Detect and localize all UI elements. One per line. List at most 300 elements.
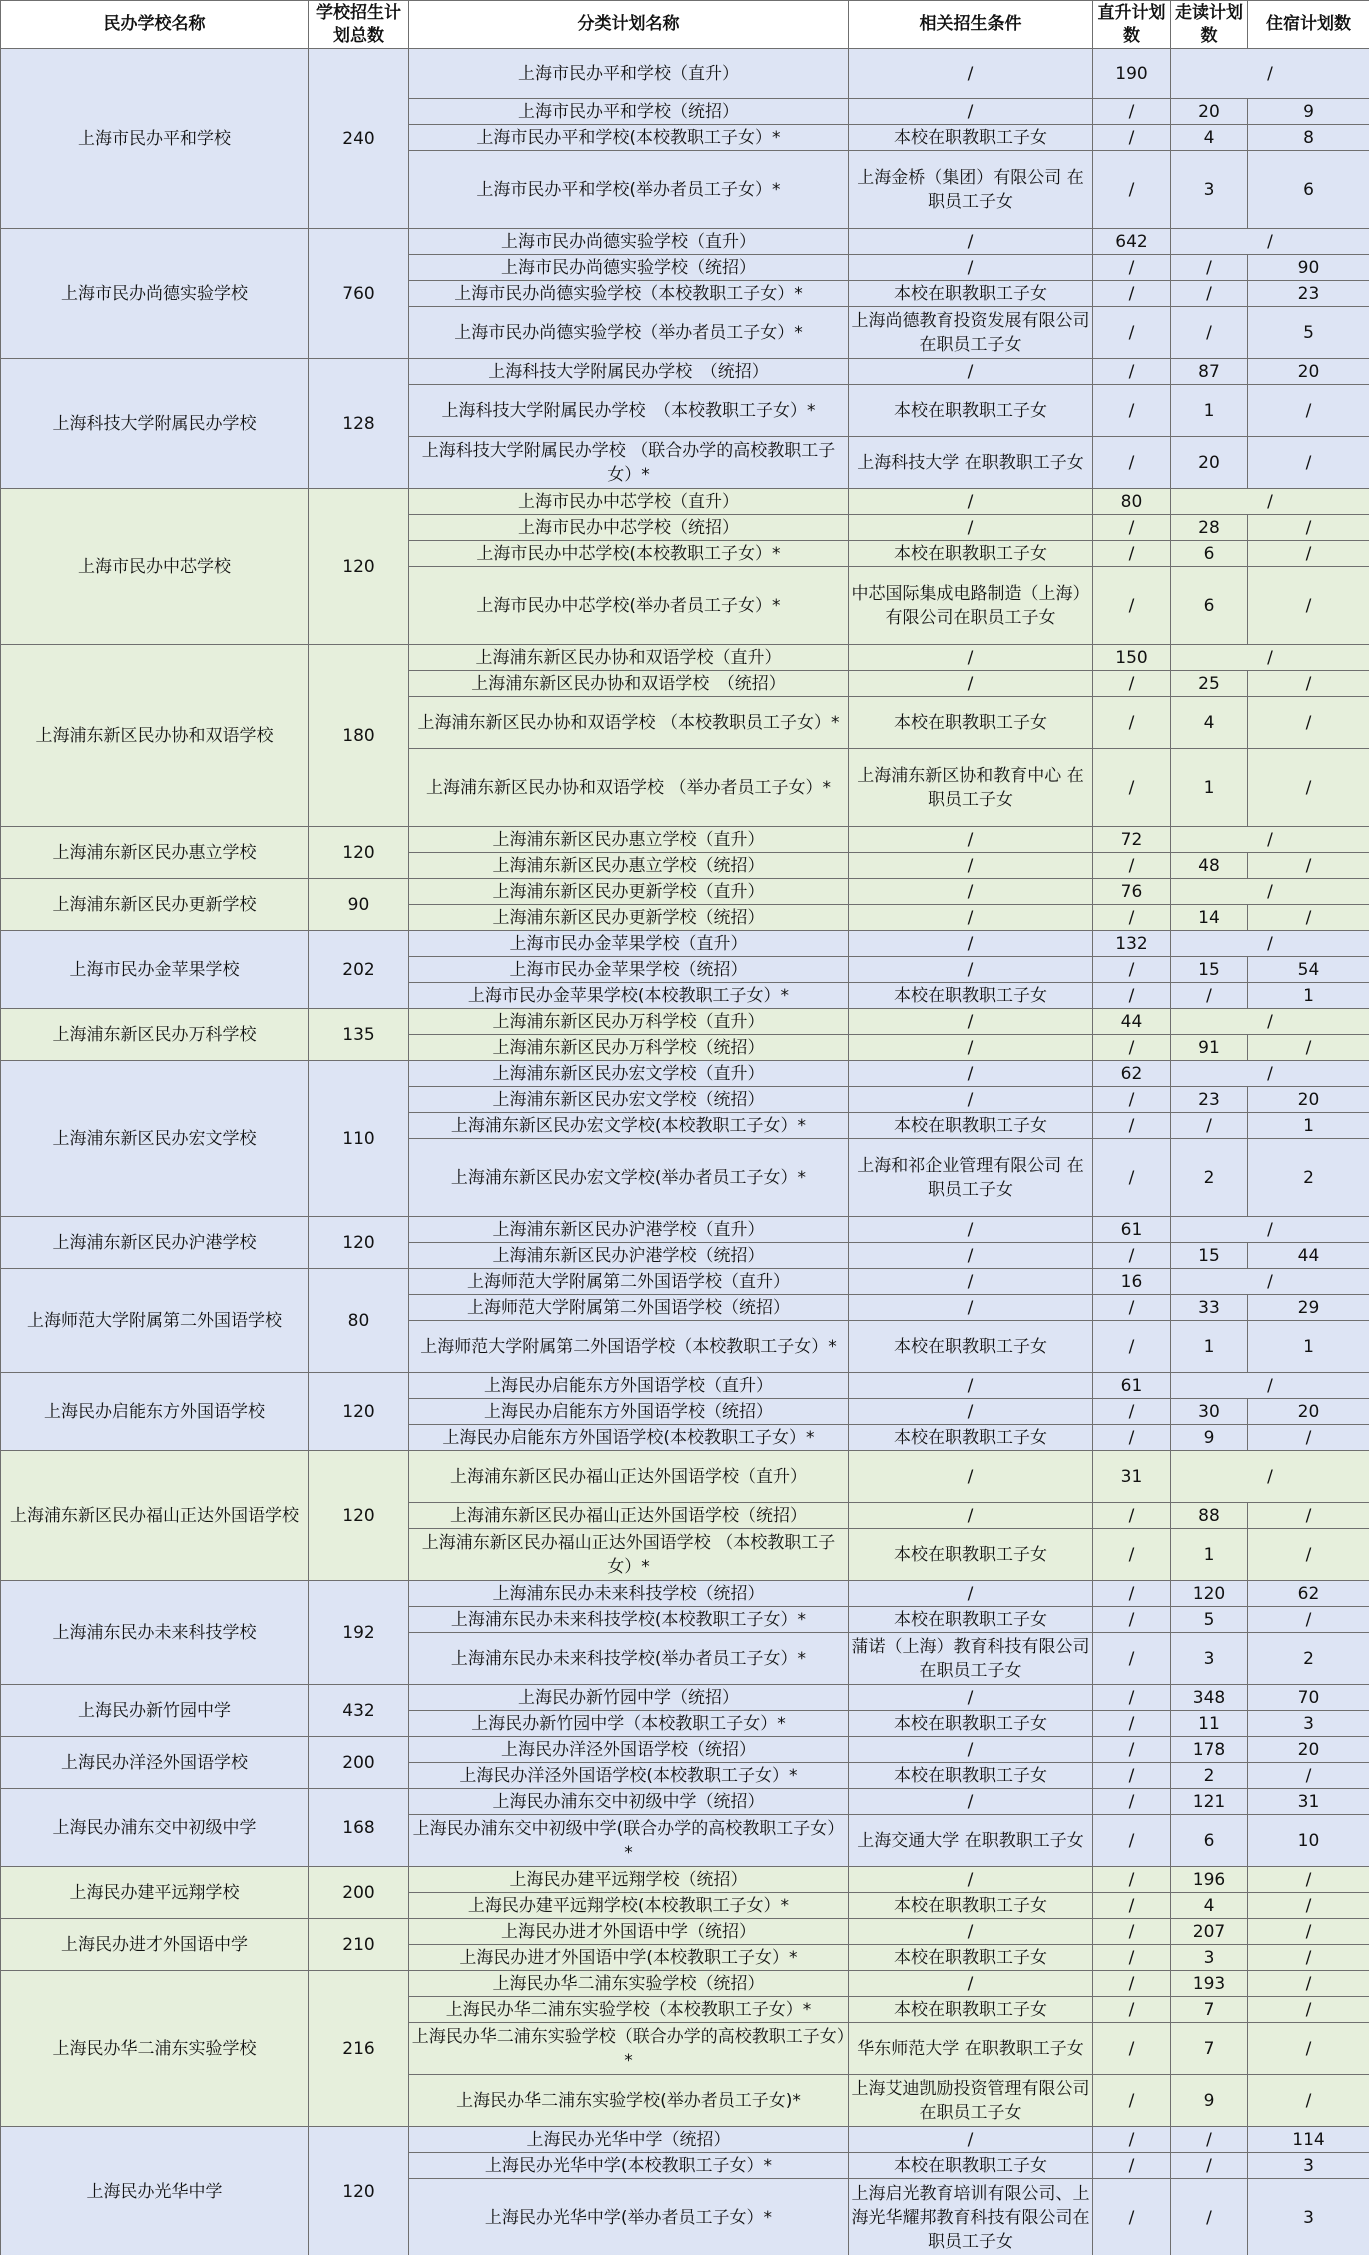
- direct-plan-cell: /: [1093, 1113, 1171, 1139]
- plan-name-cell: 上海科技大学附属民办学校 （本校教职工子女）*: [409, 385, 849, 437]
- day-plan-cell: 7: [1171, 1997, 1248, 2023]
- boarding-plan-cell: 54: [1248, 957, 1369, 983]
- direct-plan-cell: /: [1093, 1607, 1171, 1633]
- condition-cell: /: [849, 1503, 1093, 1529]
- condition-cell: 上海尚德教育投资发展有限公司在职员工子女: [849, 307, 1093, 359]
- header-total-plan: 学校招生计划总数: [309, 1, 409, 49]
- boarding-plan-cell: 9: [1248, 99, 1369, 125]
- boarding-plan-cell: /: [1248, 1971, 1369, 1997]
- table-row: [1, 49, 1369, 99]
- condition-cell: 本校在职教职工子女: [849, 1711, 1093, 1737]
- plan-name-cell: 上海浦东新区民办宏文学校（直升）: [409, 1061, 849, 1087]
- condition-cell: /: [849, 1867, 1093, 1893]
- table-row: [1, 1737, 1369, 1763]
- condition-cell: 上海启光教育培训有限公司、上海光华耀邦教育科技有限公司在职员工子女: [849, 2179, 1093, 2255]
- school-total-cell: 202: [309, 931, 409, 1009]
- day-boarding-merged-cell: /: [1171, 645, 1369, 671]
- direct-plan-cell: 61: [1093, 1217, 1171, 1243]
- day-plan-cell: 1: [1171, 1529, 1248, 1581]
- boarding-plan-cell: 2: [1248, 1633, 1369, 1685]
- boarding-plan-cell: 5: [1248, 307, 1369, 359]
- direct-plan-cell: 62: [1093, 1061, 1171, 1087]
- header-school-name: 民办学校名称: [1, 1, 309, 49]
- condition-cell: 本校在职教职工子女: [849, 1321, 1093, 1373]
- day-plan-cell: 6: [1171, 1815, 1248, 1867]
- school-total-cell: 200: [309, 1737, 409, 1789]
- condition-cell: /: [849, 1295, 1093, 1321]
- plan-name-cell: 上海民办进才外国语中学（统招）: [409, 1919, 849, 1945]
- boarding-plan-cell: /: [1248, 1607, 1369, 1633]
- condition-cell: /: [849, 1217, 1093, 1243]
- table-row: [1, 1919, 1369, 1945]
- direct-plan-cell: /: [1093, 983, 1171, 1009]
- plan-name-cell: 上海浦东新区民办宏文学校(举办者员工子女）*: [409, 1139, 849, 1217]
- boarding-plan-cell: /: [1248, 853, 1369, 879]
- boarding-plan-cell: /: [1248, 541, 1369, 567]
- condition-cell: /: [849, 359, 1093, 385]
- table-row: [1, 359, 1369, 385]
- day-boarding-merged-cell: /: [1171, 1009, 1369, 1035]
- table-row: [1, 1217, 1369, 1243]
- boarding-plan-cell: /: [1248, 697, 1369, 749]
- school-name-cell: 上海民办进才外国语中学: [1, 1919, 309, 1971]
- condition-cell: /: [849, 1685, 1093, 1711]
- school-name-cell: 上海市民办中芯学校: [1, 489, 309, 645]
- day-plan-cell: /: [1171, 2127, 1248, 2153]
- plan-name-cell: 上海浦东新区民办更新学校（直升）: [409, 879, 849, 905]
- plan-name-cell: 上海民办洋泾外国语学校(本校教职工子女）*: [409, 1763, 849, 1789]
- condition-cell: 本校在职教职工子女: [849, 983, 1093, 1009]
- school-total-cell: 200: [309, 1867, 409, 1919]
- boarding-plan-cell: 20: [1248, 1087, 1369, 1113]
- table-row: [1, 1789, 1369, 1815]
- day-plan-cell: 48: [1171, 853, 1248, 879]
- school-name-cell: 上海浦东新区民办惠立学校: [1, 827, 309, 879]
- condition-cell: 华东师范大学 在职教职工子女: [849, 2023, 1093, 2075]
- plan-name-cell: 上海浦东新区民办惠立学校（直升）: [409, 827, 849, 853]
- condition-cell: /: [849, 1451, 1093, 1503]
- header-direct-plan: 直升计划数: [1093, 1, 1171, 49]
- boarding-plan-cell: 1: [1248, 1321, 1369, 1373]
- table-row: [1, 1451, 1369, 1503]
- direct-plan-cell: 190: [1093, 49, 1171, 99]
- day-plan-cell: 9: [1171, 2075, 1248, 2127]
- condition-cell: /: [849, 1971, 1093, 1997]
- boarding-plan-cell: 23: [1248, 281, 1369, 307]
- plan-name-cell: 上海民办浦东交中初级中学（统招）: [409, 1789, 849, 1815]
- direct-plan-cell: /: [1093, 307, 1171, 359]
- boarding-plan-cell: /: [1248, 1997, 1369, 2023]
- condition-cell: 本校在职教职工子女: [849, 125, 1093, 151]
- condition-cell: /: [849, 1243, 1093, 1269]
- school-total-cell: 210: [309, 1919, 409, 1971]
- plan-name-cell: 上海民办新竹园中学（本校教职工子女）*: [409, 1711, 849, 1737]
- day-plan-cell: 348: [1171, 1685, 1248, 1711]
- condition-cell: 上海艾迪凯励投资管理有限公司在职员工子女: [849, 2075, 1093, 2127]
- boarding-plan-cell: 114: [1248, 2127, 1369, 2153]
- plan-name-cell: 上海浦东新区民办福山正达外国语学校（统招）: [409, 1503, 849, 1529]
- day-plan-cell: 33: [1171, 1295, 1248, 1321]
- plan-name-cell: 上海民办启能东方外国语学校（统招）: [409, 1399, 849, 1425]
- school-name-cell: 上海浦东民办未来科技学校: [1, 1581, 309, 1685]
- direct-plan-cell: /: [1093, 1399, 1171, 1425]
- condition-cell: /: [849, 645, 1093, 671]
- boarding-plan-cell: 70: [1248, 1685, 1369, 1711]
- school-total-cell: 90: [309, 879, 409, 931]
- direct-plan-cell: /: [1093, 1295, 1171, 1321]
- table-row: [1, 1581, 1369, 1607]
- school-name-cell: 上海民办洋泾外国语学校: [1, 1737, 309, 1789]
- school-name-cell: 上海民办新竹园中学: [1, 1685, 309, 1737]
- plan-name-cell: 上海科技大学附属民办学校 （联合办学的高校教职工子女）*: [409, 437, 849, 489]
- plan-name-cell: 上海市民办中芯学校(举办者员工子女）*: [409, 567, 849, 645]
- condition-cell: /: [849, 905, 1093, 931]
- direct-plan-cell: /: [1093, 1919, 1171, 1945]
- day-plan-cell: 120: [1171, 1581, 1248, 1607]
- school-name-cell: 上海科技大学附属民办学校: [1, 359, 309, 489]
- table-row: [1, 827, 1369, 853]
- plan-name-cell: 上海浦东新区民办协和双语学校 （本校教职员工子女）*: [409, 697, 849, 749]
- direct-plan-cell: /: [1093, 671, 1171, 697]
- header-conditions: 相关招生条件: [849, 1, 1093, 49]
- boarding-plan-cell: /: [1248, 1529, 1369, 1581]
- direct-plan-cell: 76: [1093, 879, 1171, 905]
- boarding-plan-cell: /: [1248, 1945, 1369, 1971]
- condition-cell: 本校在职教职工子女: [849, 697, 1093, 749]
- school-total-cell: 168: [309, 1789, 409, 1867]
- direct-plan-cell: /: [1093, 1087, 1171, 1113]
- table-row: [1, 2127, 1369, 2153]
- plan-name-cell: 上海民办启能东方外国语学校（直升）: [409, 1373, 849, 1399]
- table-row: [1, 879, 1369, 905]
- condition-cell: /: [849, 1737, 1093, 1763]
- direct-plan-cell: /: [1093, 1945, 1171, 1971]
- condition-cell: 上海和祁企业管理有限公司 在职员工子女: [849, 1139, 1093, 1217]
- direct-plan-cell: /: [1093, 515, 1171, 541]
- day-plan-cell: 1: [1171, 385, 1248, 437]
- condition-cell: /: [849, 515, 1093, 541]
- boarding-plan-cell: 62: [1248, 1581, 1369, 1607]
- direct-plan-cell: /: [1093, 1529, 1171, 1581]
- condition-cell: /: [849, 879, 1093, 905]
- condition-cell: 本校在职教职工子女: [849, 2153, 1093, 2179]
- table-row: [1, 645, 1369, 671]
- condition-cell: 本校在职教职工子女: [849, 1607, 1093, 1633]
- boarding-plan-cell: 20: [1248, 359, 1369, 385]
- boarding-plan-cell: 44: [1248, 1243, 1369, 1269]
- plan-name-cell: 上海师范大学附属第二外国语学校（统招）: [409, 1295, 849, 1321]
- day-boarding-merged-cell: /: [1171, 229, 1369, 255]
- day-plan-cell: 5: [1171, 1607, 1248, 1633]
- direct-plan-cell: /: [1093, 2075, 1171, 2127]
- direct-plan-cell: 642: [1093, 229, 1171, 255]
- day-plan-cell: /: [1171, 1113, 1248, 1139]
- day-plan-cell: /: [1171, 281, 1248, 307]
- plan-name-cell: 上海市民办尚德实验学校（本校教职工子女）*: [409, 281, 849, 307]
- school-total-cell: 192: [309, 1581, 409, 1685]
- plan-name-cell: 上海浦东民办未来科技学校（统招）: [409, 1581, 849, 1607]
- condition-cell: /: [849, 1373, 1093, 1399]
- boarding-plan-cell: /: [1248, 567, 1369, 645]
- direct-plan-cell: /: [1093, 2023, 1171, 2075]
- boarding-plan-cell: /: [1248, 1763, 1369, 1789]
- school-total-cell: 110: [309, 1061, 409, 1217]
- boarding-plan-cell: /: [1248, 515, 1369, 541]
- header-boarding-plan: 住宿计划数: [1248, 1, 1369, 49]
- day-plan-cell: 20: [1171, 99, 1248, 125]
- boarding-plan-cell: 3: [1248, 1711, 1369, 1737]
- boarding-plan-cell: /: [1248, 2023, 1369, 2075]
- day-plan-cell: 4: [1171, 125, 1248, 151]
- plan-name-cell: 上海浦东民办未来科技学校(本校教职工子女）*: [409, 1607, 849, 1633]
- boarding-plan-cell: /: [1248, 1425, 1369, 1451]
- direct-plan-cell: /: [1093, 567, 1171, 645]
- day-plan-cell: 4: [1171, 697, 1248, 749]
- boarding-plan-cell: /: [1248, 437, 1369, 489]
- day-boarding-merged-cell: /: [1171, 489, 1369, 515]
- plan-name-cell: 上海市民办中芯学校（直升）: [409, 489, 849, 515]
- day-plan-cell: 30: [1171, 1399, 1248, 1425]
- plan-name-cell: 上海民办建平远翔学校（统招）: [409, 1867, 849, 1893]
- day-plan-cell: 91: [1171, 1035, 1248, 1061]
- direct-plan-cell: 31: [1093, 1451, 1171, 1503]
- condition-cell: 上海金桥（集团）有限公司 在职员工子女: [849, 151, 1093, 229]
- plan-name-cell: 上海市民办平和学校（统招）: [409, 99, 849, 125]
- school-name-cell: 上海市民办金苹果学校: [1, 931, 309, 1009]
- plan-name-cell: 上海浦东新区民办万科学校（统招）: [409, 1035, 849, 1061]
- plan-name-cell: 上海浦东新区民办宏文学校（统招）: [409, 1087, 849, 1113]
- direct-plan-cell: 132: [1093, 931, 1171, 957]
- table-row: [1, 1685, 1369, 1711]
- direct-plan-cell: /: [1093, 1789, 1171, 1815]
- boarding-plan-cell: 20: [1248, 1737, 1369, 1763]
- plan-name-cell: 上海市民办尚德实验学校（直升）: [409, 229, 849, 255]
- plan-name-cell: 上海民办华二浦东实验学校（本校教职工子女）*: [409, 1997, 849, 2023]
- plan-name-cell: 上海浦东新区民办沪港学校（直升）: [409, 1217, 849, 1243]
- condition-cell: 上海交通大学 在职教职工子女: [849, 1815, 1093, 1867]
- direct-plan-cell: /: [1093, 1321, 1171, 1373]
- header-day-plan: 走读计划数: [1171, 1, 1248, 49]
- school-name-cell: 上海民办华二浦东实验学校: [1, 1971, 309, 2127]
- boarding-plan-cell: /: [1248, 671, 1369, 697]
- school-total-cell: 240: [309, 49, 409, 229]
- plan-name-cell: 上海民办华二浦东实验学校（统招）: [409, 1971, 849, 1997]
- table-row: [1, 229, 1369, 255]
- condition-cell: 本校在职教职工子女: [849, 385, 1093, 437]
- day-plan-cell: 207: [1171, 1919, 1248, 1945]
- boarding-plan-cell: /: [1248, 905, 1369, 931]
- school-total-cell: 760: [309, 229, 409, 359]
- school-total-cell: 120: [309, 489, 409, 645]
- boarding-plan-cell: /: [1248, 385, 1369, 437]
- day-plan-cell: 2: [1171, 1763, 1248, 1789]
- boarding-plan-cell: 6: [1248, 151, 1369, 229]
- day-plan-cell: /: [1171, 255, 1248, 281]
- plan-name-cell: 上海浦东新区民办宏文学校(本校教职工子女）*: [409, 1113, 849, 1139]
- direct-plan-cell: /: [1093, 1243, 1171, 1269]
- condition-cell: /: [849, 671, 1093, 697]
- plan-name-cell: 上海浦东新区民办福山正达外国语学校（直升）: [409, 1451, 849, 1503]
- condition-cell: /: [849, 255, 1093, 281]
- plan-name-cell: 上海师范大学附属第二外国语学校（本校教职工子女）*: [409, 1321, 849, 1373]
- plan-name-cell: 上海民办华二浦东实验学校（联合办学的高校教职工子女）*: [409, 2023, 849, 2075]
- direct-plan-cell: /: [1093, 1425, 1171, 1451]
- condition-cell: /: [849, 1399, 1093, 1425]
- condition-cell: /: [849, 1581, 1093, 1607]
- day-plan-cell: 1: [1171, 1321, 1248, 1373]
- day-plan-cell: 23: [1171, 1087, 1248, 1113]
- day-plan-cell: 15: [1171, 1243, 1248, 1269]
- condition-cell: /: [849, 1789, 1093, 1815]
- day-plan-cell: 196: [1171, 1867, 1248, 1893]
- condition-cell: /: [849, 1269, 1093, 1295]
- direct-plan-cell: /: [1093, 1893, 1171, 1919]
- table-row: [1, 1971, 1369, 1997]
- day-plan-cell: 121: [1171, 1789, 1248, 1815]
- direct-plan-cell: /: [1093, 1867, 1171, 1893]
- plan-name-cell: 上海市民办中芯学校（统招）: [409, 515, 849, 541]
- direct-plan-cell: /: [1093, 957, 1171, 983]
- day-plan-cell: 14: [1171, 905, 1248, 931]
- condition-cell: 上海浦东新区协和教育中心 在职员工子女: [849, 749, 1093, 827]
- boarding-plan-cell: 1: [1248, 983, 1369, 1009]
- plan-name-cell: 上海市民办金苹果学校(本校教职工子女）*: [409, 983, 849, 1009]
- plan-name-cell: 上海民办洋泾外国语学校（统招）: [409, 1737, 849, 1763]
- school-total-cell: 120: [309, 1373, 409, 1451]
- condition-cell: /: [849, 853, 1093, 879]
- day-plan-cell: 1: [1171, 749, 1248, 827]
- school-total-cell: 120: [309, 2127, 409, 2255]
- plan-name-cell: 上海市民办金苹果学校（直升）: [409, 931, 849, 957]
- school-name-cell: 上海市民办平和学校: [1, 49, 309, 229]
- plan-name-cell: 上海民办光华中学（统招）: [409, 2127, 849, 2153]
- direct-plan-cell: /: [1093, 853, 1171, 879]
- boarding-plan-cell: /: [1248, 749, 1369, 827]
- direct-plan-cell: /: [1093, 2179, 1171, 2255]
- direct-plan-cell: /: [1093, 1711, 1171, 1737]
- table-row: [1, 931, 1369, 957]
- direct-plan-cell: /: [1093, 749, 1171, 827]
- table-header-row: [1, 1, 1369, 49]
- day-plan-cell: 3: [1171, 1633, 1248, 1685]
- plan-name-cell: 上海科技大学附属民办学校 （统招）: [409, 359, 849, 385]
- school-name-cell: 上海民办建平远翔学校: [1, 1867, 309, 1919]
- school-name-cell: 上海浦东新区民办协和双语学校: [1, 645, 309, 827]
- boarding-plan-cell: /: [1248, 1867, 1369, 1893]
- plan-name-cell: 上海市民办平和学校(举办者员工子女）*: [409, 151, 849, 229]
- condition-cell: 上海科技大学 在职教职工子女: [849, 437, 1093, 489]
- table-row: [1, 1009, 1369, 1035]
- condition-cell: /: [849, 1009, 1093, 1035]
- school-name-cell: 上海师范大学附属第二外国语学校: [1, 1269, 309, 1373]
- table-row: [1, 1867, 1369, 1893]
- condition-cell: /: [849, 2127, 1093, 2153]
- direct-plan-cell: /: [1093, 697, 1171, 749]
- day-plan-cell: /: [1171, 2179, 1248, 2255]
- school-total-cell: 135: [309, 1009, 409, 1061]
- direct-plan-cell: 80: [1093, 489, 1171, 515]
- condition-cell: /: [849, 957, 1093, 983]
- condition-cell: /: [849, 489, 1093, 515]
- direct-plan-cell: /: [1093, 1035, 1171, 1061]
- condition-cell: 中芯国际集成电路制造（上海）有限公司在职员工子女: [849, 567, 1093, 645]
- plan-name-cell: 上海浦东新区民办协和双语学校 （举办者员工子女）*: [409, 749, 849, 827]
- school-name-cell: 上海浦东新区民办更新学校: [1, 879, 309, 931]
- condition-cell: /: [849, 1035, 1093, 1061]
- direct-plan-cell: /: [1093, 1685, 1171, 1711]
- boarding-plan-cell: 1: [1248, 1113, 1369, 1139]
- day-plan-cell: 3: [1171, 1945, 1248, 1971]
- direct-plan-cell: /: [1093, 1737, 1171, 1763]
- day-plan-cell: 4: [1171, 1893, 1248, 1919]
- boarding-plan-cell: /: [1248, 2075, 1369, 2127]
- condition-cell: /: [849, 49, 1093, 99]
- plan-name-cell: 上海市民办尚德实验学校（举办者员工子女）*: [409, 307, 849, 359]
- header-plan-name: 分类计划名称: [409, 1, 849, 49]
- condition-cell: /: [849, 1087, 1093, 1113]
- day-boarding-merged-cell: /: [1171, 1217, 1369, 1243]
- school-total-cell: 128: [309, 359, 409, 489]
- school-total-cell: 432: [309, 1685, 409, 1737]
- boarding-plan-cell: 10: [1248, 1815, 1369, 1867]
- direct-plan-cell: /: [1093, 125, 1171, 151]
- school-total-cell: 120: [309, 1217, 409, 1269]
- plan-name-cell: 上海市民办中芯学校(本校教职工子女）*: [409, 541, 849, 567]
- direct-plan-cell: 61: [1093, 1373, 1171, 1399]
- day-plan-cell: 88: [1171, 1503, 1248, 1529]
- direct-plan-cell: 150: [1093, 645, 1171, 671]
- plan-name-cell: 上海民办华二浦东实验学校(举办者员工子女)*: [409, 2075, 849, 2127]
- condition-cell: 本校在职教职工子女: [849, 541, 1093, 567]
- day-boarding-merged-cell: /: [1171, 827, 1369, 853]
- direct-plan-cell: /: [1093, 1139, 1171, 1217]
- plan-name-cell: 上海民办新竹园中学（统招）: [409, 1685, 849, 1711]
- condition-cell: 本校在职教职工子女: [849, 281, 1093, 307]
- condition-cell: /: [849, 1061, 1093, 1087]
- day-plan-cell: 7: [1171, 2023, 1248, 2075]
- direct-plan-cell: /: [1093, 1633, 1171, 1685]
- condition-cell: /: [849, 99, 1093, 125]
- school-total-cell: 80: [309, 1269, 409, 1373]
- day-plan-cell: 25: [1171, 671, 1248, 697]
- school-name-cell: 上海浦东新区民办福山正达外国语学校: [1, 1451, 309, 1581]
- boarding-plan-cell: 2: [1248, 1139, 1369, 1217]
- plan-name-cell: 上海浦东新区民办万科学校（直升）: [409, 1009, 849, 1035]
- condition-cell: /: [849, 931, 1093, 957]
- school-total-cell: 216: [309, 1971, 409, 2127]
- plan-name-cell: 上海市民办尚德实验学校（统招）: [409, 255, 849, 281]
- direct-plan-cell: /: [1093, 255, 1171, 281]
- plan-name-cell: 上海民办进才外国语中学(本校教职工子女）*: [409, 1945, 849, 1971]
- boarding-plan-cell: 29: [1248, 1295, 1369, 1321]
- plan-name-cell: 上海浦东新区民办协和双语学校 （统招）: [409, 671, 849, 697]
- plan-name-cell: 上海民办启能东方外国语学校(本校教职工子女）*: [409, 1425, 849, 1451]
- direct-plan-cell: /: [1093, 359, 1171, 385]
- direct-plan-cell: /: [1093, 541, 1171, 567]
- direct-plan-cell: /: [1093, 99, 1171, 125]
- school-name-cell: 上海民办启能东方外国语学校: [1, 1373, 309, 1451]
- condition-cell: 本校在职教职工子女: [849, 1113, 1093, 1139]
- school-total-cell: 180: [309, 645, 409, 827]
- plan-name-cell: 上海市民办金苹果学校（统招）: [409, 957, 849, 983]
- day-boarding-merged-cell: /: [1171, 49, 1369, 99]
- day-plan-cell: 28: [1171, 515, 1248, 541]
- condition-cell: 本校在职教职工子女: [849, 1425, 1093, 1451]
- school-name-cell: 上海民办光华中学: [1, 2127, 309, 2255]
- table-row: [1, 1061, 1369, 1087]
- condition-cell: 蒲诺（上海）教育科技有限公司在职员工子女: [849, 1633, 1093, 1685]
- direct-plan-cell: /: [1093, 1815, 1171, 1867]
